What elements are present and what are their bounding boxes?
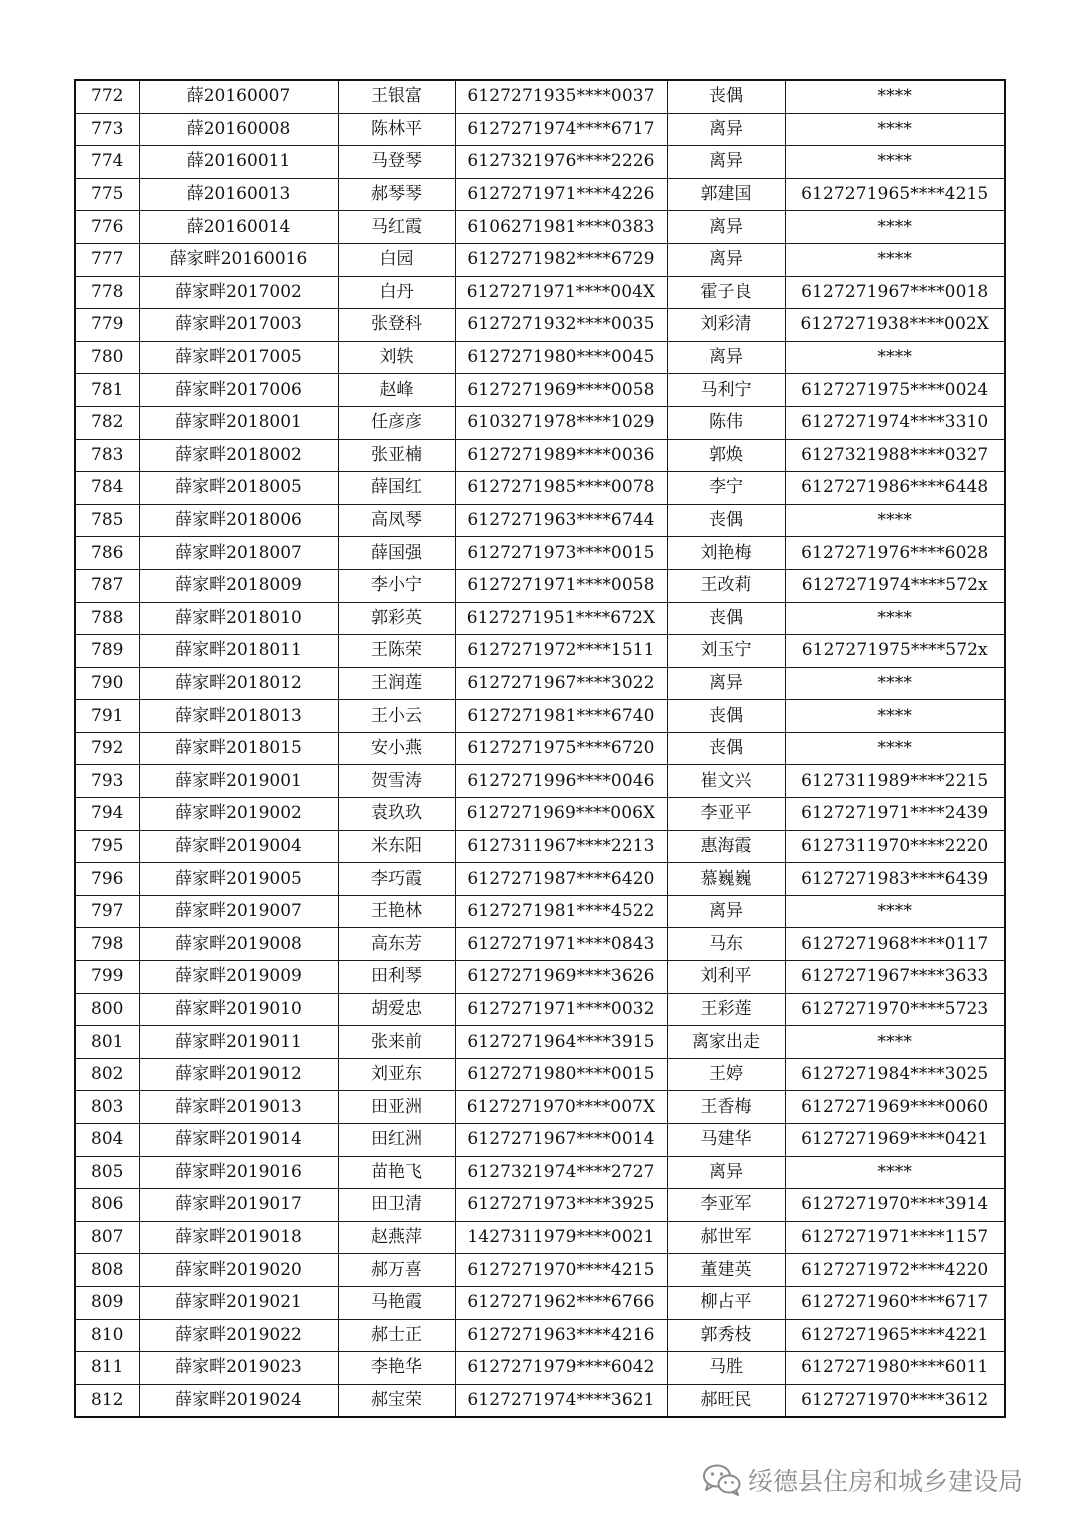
applicant-name-cell: 郝宝荣	[338, 1384, 455, 1417]
spouse-name-cell: 离异	[667, 243, 785, 276]
certificate-number-cell: 薛家畔2018015	[139, 732, 338, 765]
applicant-name-cell: 郭彩英	[338, 602, 455, 635]
spouse-id-cell: 6127271970****5723	[785, 993, 1005, 1026]
applicant-id-cell: 6127271970****4215	[455, 1254, 667, 1287]
spouse-name-cell: 王香梅	[667, 1091, 785, 1124]
table-row	[75, 961, 1005, 994]
row-number-cell: 791	[75, 700, 139, 733]
certificate-number-cell: 薛家畔2019007	[139, 895, 338, 928]
row-number-cell: 779	[75, 309, 139, 342]
applicant-id-cell: 6127271969****3626	[455, 961, 667, 994]
applicant-name-cell: 高凤琴	[338, 504, 455, 537]
table-row	[75, 1221, 1005, 1254]
applicant-id-cell: 6127271973****0015	[455, 537, 667, 570]
applicant-id-cell: 6127271967****3022	[455, 667, 667, 700]
spouse-id-cell: 6127271970****3914	[785, 1189, 1005, 1222]
certificate-number-cell: 薛家畔2019004	[139, 830, 338, 863]
row-number-cell: 794	[75, 798, 139, 831]
spouse-name-cell: 慕巍巍	[667, 863, 785, 896]
applicant-id-cell: 6127271971****004X	[455, 276, 667, 309]
table-row	[75, 146, 1005, 179]
table-row	[75, 928, 1005, 961]
certificate-number-cell: 薛20160011	[139, 146, 338, 179]
row-number-cell: 807	[75, 1221, 139, 1254]
spouse-id-cell: ****	[785, 146, 1005, 179]
spouse-id-cell: 6127311970****2220	[785, 830, 1005, 863]
spouse-name-cell: 霍子良	[667, 276, 785, 309]
applicant-id-cell: 6127271974****3621	[455, 1384, 667, 1417]
applicant-name-cell: 田红洲	[338, 1124, 455, 1157]
certificate-number-cell: 薛家畔2019018	[139, 1221, 338, 1254]
applicant-name-cell: 李艳华	[338, 1352, 455, 1385]
applicant-id-cell: 6127271964****3915	[455, 1026, 667, 1059]
spouse-id-cell: 6127271968****0117	[785, 928, 1005, 961]
spouse-name-cell: 马利宁	[667, 374, 785, 407]
row-number-cell: 774	[75, 146, 139, 179]
row-number-cell: 809	[75, 1286, 139, 1319]
table-row	[75, 863, 1005, 896]
applicant-id-cell: 6103271978****1029	[455, 406, 667, 439]
row-number-cell: 797	[75, 895, 139, 928]
spouse-name-cell: 陈伟	[667, 406, 785, 439]
row-number-cell: 806	[75, 1189, 139, 1222]
applicant-name-cell: 白园	[338, 243, 455, 276]
table-row	[75, 309, 1005, 342]
applicant-name-cell: 高东芳	[338, 928, 455, 961]
applicant-name-cell: 赵燕萍	[338, 1221, 455, 1254]
spouse-name-cell: 王彩莲	[667, 993, 785, 1026]
row-number-cell: 775	[75, 178, 139, 211]
applicant-id-cell: 6127271982****6729	[455, 243, 667, 276]
spouse-name-cell: 郭焕	[667, 439, 785, 472]
table-row	[75, 1384, 1005, 1417]
applicant-name-cell: 张来前	[338, 1026, 455, 1059]
spouse-name-cell: 离异	[667, 113, 785, 146]
row-number-cell: 789	[75, 635, 139, 668]
applicant-id-cell: 6127271973****3925	[455, 1189, 667, 1222]
applicant-name-cell: 田亚洲	[338, 1091, 455, 1124]
certificate-number-cell: 薛20160014	[139, 211, 338, 244]
certificate-number-cell: 薛家畔2017005	[139, 341, 338, 374]
certificate-number-cell: 薛家畔2018006	[139, 504, 338, 537]
applicant-id-cell: 6127271951****672X	[455, 602, 667, 635]
table-row	[75, 80, 1005, 113]
applicant-name-cell: 白丹	[338, 276, 455, 309]
applicant-id-cell: 6127271935****0037	[455, 80, 667, 113]
applicant-id-cell: 6127271969****0058	[455, 374, 667, 407]
applicant-id-cell: 6127271962****6766	[455, 1286, 667, 1319]
table-row	[75, 993, 1005, 1026]
applicant-name-cell: 米东阳	[338, 830, 455, 863]
row-number-cell: 804	[75, 1124, 139, 1157]
certificate-number-cell: 薛家畔2019009	[139, 961, 338, 994]
row-number-cell: 782	[75, 406, 139, 439]
applicant-id-cell: 6127271980****0015	[455, 1058, 667, 1091]
row-number-cell: 793	[75, 765, 139, 798]
applicant-name-cell: 田卫清	[338, 1189, 455, 1222]
spouse-id-cell: 6127271960****6717	[785, 1286, 1005, 1319]
applicant-id-cell: 6127271932****0035	[455, 309, 667, 342]
table-row	[75, 1352, 1005, 1385]
row-number-cell: 772	[75, 80, 139, 113]
certificate-number-cell: 薛家畔2019012	[139, 1058, 338, 1091]
applicant-name-cell: 苗艳飞	[338, 1156, 455, 1189]
watermark-text: 绥德县住房和城乡建设局	[748, 1467, 1024, 1496]
spouse-id-cell: 6127271965****4221	[785, 1319, 1005, 1352]
row-number-cell: 808	[75, 1254, 139, 1287]
applicant-name-cell: 郝琴琴	[338, 178, 455, 211]
spouse-id-cell: ****	[785, 667, 1005, 700]
spouse-id-cell: 6127271938****002X	[785, 309, 1005, 342]
applicant-id-cell: 6127271971****0058	[455, 569, 667, 602]
row-number-cell: 795	[75, 830, 139, 863]
spouse-id-cell: ****	[785, 504, 1005, 537]
spouse-id-cell: 6127271971****2439	[785, 798, 1005, 831]
applicant-id-cell: 6127271971****4226	[455, 178, 667, 211]
certificate-number-cell: 薛家畔2019023	[139, 1352, 338, 1385]
applicant-name-cell: 赵峰	[338, 374, 455, 407]
table-row	[75, 113, 1005, 146]
applicant-id-cell: 6127271989****0036	[455, 439, 667, 472]
applicant-id-cell: 6127271996****0046	[455, 765, 667, 798]
row-number-cell: 805	[75, 1156, 139, 1189]
applicant-id-cell: 6127311967****2213	[455, 830, 667, 863]
certificate-number-cell: 薛家畔2018010	[139, 602, 338, 635]
applicant-name-cell: 李巧霞	[338, 863, 455, 896]
table-row	[75, 1058, 1005, 1091]
applicant-name-cell: 田利琴	[338, 961, 455, 994]
spouse-name-cell: 丧偶	[667, 602, 785, 635]
spouse-id-cell: 6127271972****4220	[785, 1254, 1005, 1287]
table-row	[75, 830, 1005, 863]
certificate-number-cell: 薛家畔2017003	[139, 309, 338, 342]
spouse-name-cell: 离异	[667, 895, 785, 928]
spouse-id-cell: ****	[785, 1026, 1005, 1059]
row-number-cell: 783	[75, 439, 139, 472]
spouse-id-cell: ****	[785, 211, 1005, 244]
applicant-name-cell: 陈林平	[338, 113, 455, 146]
table-row	[75, 732, 1005, 765]
roster-table	[74, 79, 1006, 1418]
applicant-id-cell: 6127271980****0045	[455, 341, 667, 374]
spouse-id-cell: ****	[785, 80, 1005, 113]
spouse-id-cell: 6127271975****0024	[785, 374, 1005, 407]
row-number-cell: 811	[75, 1352, 139, 1385]
applicant-name-cell: 张登科	[338, 309, 455, 342]
spouse-id-cell: 6127271965****4215	[785, 178, 1005, 211]
spouse-id-cell: 6127271974****3310	[785, 406, 1005, 439]
applicant-id-cell: 6127271971****0843	[455, 928, 667, 961]
table-row	[75, 635, 1005, 668]
spouse-id-cell: 6127321988****0327	[785, 439, 1005, 472]
applicant-name-cell: 王艳林	[338, 895, 455, 928]
applicant-id-cell: 6127321974****2727	[455, 1156, 667, 1189]
spouse-id-cell: 6127271970****3612	[785, 1384, 1005, 1417]
spouse-name-cell: 郝世军	[667, 1221, 785, 1254]
spouse-id-cell: 6127271983****6439	[785, 863, 1005, 896]
certificate-number-cell: 薛家畔2019017	[139, 1189, 338, 1222]
certificate-number-cell: 薛家畔20160016	[139, 243, 338, 276]
table-row	[75, 341, 1005, 374]
applicant-name-cell: 薛国强	[338, 537, 455, 570]
applicant-name-cell: 任彦彦	[338, 406, 455, 439]
spouse-name-cell: 李亚平	[667, 798, 785, 831]
row-number-cell: 792	[75, 732, 139, 765]
spouse-id-cell: 6127271969****0421	[785, 1124, 1005, 1157]
spouse-name-cell: 丧偶	[667, 80, 785, 113]
row-number-cell: 780	[75, 341, 139, 374]
certificate-number-cell: 薛家畔2019016	[139, 1156, 338, 1189]
spouse-id-cell: 6127271971****1157	[785, 1221, 1005, 1254]
spouse-name-cell: 刘艳梅	[667, 537, 785, 570]
certificate-number-cell: 薛家畔2017002	[139, 276, 338, 309]
spouse-id-cell: ****	[785, 1156, 1005, 1189]
row-number-cell: 788	[75, 602, 139, 635]
spouse-name-cell: 丧偶	[667, 700, 785, 733]
spouse-name-cell: 柳占平	[667, 1286, 785, 1319]
table-row	[75, 276, 1005, 309]
certificate-number-cell: 薛家畔2018002	[139, 439, 338, 472]
applicant-name-cell: 马登琴	[338, 146, 455, 179]
spouse-id-cell: 6127271967****0018	[785, 276, 1005, 309]
certificate-number-cell: 薛家畔2019005	[139, 863, 338, 896]
spouse-id-cell: 6127271969****0060	[785, 1091, 1005, 1124]
table-row	[75, 798, 1005, 831]
table-row	[75, 700, 1005, 733]
applicant-id-cell: 6127271975****6720	[455, 732, 667, 765]
certificate-number-cell: 薛家畔2019021	[139, 1286, 338, 1319]
certificate-number-cell: 薛20160008	[139, 113, 338, 146]
row-number-cell: 787	[75, 569, 139, 602]
certificate-number-cell: 薛家畔2019022	[139, 1319, 338, 1352]
row-number-cell: 800	[75, 993, 139, 1026]
applicant-name-cell: 刘轶	[338, 341, 455, 374]
applicant-name-cell: 郝士正	[338, 1319, 455, 1352]
row-number-cell: 803	[75, 1091, 139, 1124]
row-number-cell: 777	[75, 243, 139, 276]
table-row	[75, 178, 1005, 211]
table-row	[75, 211, 1005, 244]
applicant-id-cell: 6127271963****6744	[455, 504, 667, 537]
spouse-name-cell: 郭秀枝	[667, 1319, 785, 1352]
spouse-id-cell: ****	[785, 341, 1005, 374]
row-number-cell: 796	[75, 863, 139, 896]
table-row	[75, 765, 1005, 798]
spouse-id-cell: ****	[785, 113, 1005, 146]
row-number-cell: 784	[75, 472, 139, 505]
spouse-name-cell: 丧偶	[667, 732, 785, 765]
spouse-id-cell: 6127271976****6028	[785, 537, 1005, 570]
table-row	[75, 1026, 1005, 1059]
applicant-name-cell: 王银富	[338, 80, 455, 113]
applicant-id-cell: 6127271979****6042	[455, 1352, 667, 1385]
applicant-name-cell: 马红霞	[338, 211, 455, 244]
certificate-number-cell: 薛家畔2018007	[139, 537, 338, 570]
spouse-name-cell: 刘利平	[667, 961, 785, 994]
applicant-name-cell: 王润莲	[338, 667, 455, 700]
certificate-number-cell: 薛家畔2018011	[139, 635, 338, 668]
spouse-id-cell: 6127271967****3633	[785, 961, 1005, 994]
table-row	[75, 374, 1005, 407]
spouse-name-cell: 王婷	[667, 1058, 785, 1091]
row-number-cell: 801	[75, 1026, 139, 1059]
spouse-name-cell: 离异	[667, 1156, 785, 1189]
watermark	[702, 1462, 1023, 1498]
spouse-name-cell: 马建华	[667, 1124, 785, 1157]
row-number-cell: 799	[75, 961, 139, 994]
certificate-number-cell: 薛家畔2019011	[139, 1026, 338, 1059]
spouse-name-cell: 郭建国	[667, 178, 785, 211]
roster-body	[75, 80, 1005, 1417]
spouse-id-cell: ****	[785, 732, 1005, 765]
applicant-id-cell: 6127271972****1511	[455, 635, 667, 668]
spouse-name-cell: 惠海霞	[667, 830, 785, 863]
table-row	[75, 406, 1005, 439]
certificate-number-cell: 薛家畔2018013	[139, 700, 338, 733]
row-number-cell: 776	[75, 211, 139, 244]
table-row	[75, 895, 1005, 928]
certificate-number-cell: 薛家畔2018012	[139, 667, 338, 700]
certificate-number-cell: 薛家畔2019024	[139, 1384, 338, 1417]
applicant-id-cell: 6127271981****6740	[455, 700, 667, 733]
spouse-name-cell: 董建英	[667, 1254, 785, 1287]
row-number-cell: 773	[75, 113, 139, 146]
spouse-name-cell: 离异	[667, 146, 785, 179]
table-row	[75, 667, 1005, 700]
row-number-cell: 785	[75, 504, 139, 537]
applicant-name-cell: 安小燕	[338, 732, 455, 765]
table-row	[75, 1124, 1005, 1157]
applicant-id-cell: 6127271987****6420	[455, 863, 667, 896]
applicant-id-cell: 6127271970****007X	[455, 1091, 667, 1124]
applicant-name-cell: 刘亚东	[338, 1058, 455, 1091]
applicant-name-cell: 李小宁	[338, 569, 455, 602]
applicant-name-cell: 王小云	[338, 700, 455, 733]
applicant-name-cell: 郝万喜	[338, 1254, 455, 1287]
table-row	[75, 537, 1005, 570]
applicant-name-cell: 贺雪涛	[338, 765, 455, 798]
spouse-id-cell: 6127271974****572x	[785, 569, 1005, 602]
table-row	[75, 1319, 1005, 1352]
applicant-id-cell: 6127271985****0078	[455, 472, 667, 505]
applicant-name-cell: 袁玖玖	[338, 798, 455, 831]
certificate-number-cell: 薛家畔2018009	[139, 569, 338, 602]
spouse-name-cell: 离家出走	[667, 1026, 785, 1059]
applicant-id-cell: 6127271971****0032	[455, 993, 667, 1026]
certificate-number-cell: 薛家畔2017006	[139, 374, 338, 407]
spouse-id-cell: 6127271980****6011	[785, 1352, 1005, 1385]
wechat-icon	[702, 1463, 742, 1497]
spouse-name-cell: 马胜	[667, 1352, 785, 1385]
table-row	[75, 1189, 1005, 1222]
spouse-name-cell: 郝旺民	[667, 1384, 785, 1417]
spouse-id-cell: ****	[785, 602, 1005, 635]
row-number-cell: 786	[75, 537, 139, 570]
applicant-id-cell: 6106271981****0383	[455, 211, 667, 244]
certificate-number-cell: 薛家畔2019013	[139, 1091, 338, 1124]
certificate-number-cell: 薛家畔2019014	[139, 1124, 338, 1157]
table-row	[75, 243, 1005, 276]
table-row	[75, 1286, 1005, 1319]
certificate-number-cell: 薛家畔2019001	[139, 765, 338, 798]
row-number-cell: 810	[75, 1319, 139, 1352]
table-row	[75, 472, 1005, 505]
spouse-id-cell: 6127271975****572x	[785, 635, 1005, 668]
spouse-name-cell: 刘玉宁	[667, 635, 785, 668]
certificate-number-cell: 薛家畔2019002	[139, 798, 338, 831]
certificate-number-cell: 薛家畔2018005	[139, 472, 338, 505]
spouse-id-cell: ****	[785, 700, 1005, 733]
spouse-name-cell: 崔文兴	[667, 765, 785, 798]
applicant-id-cell: 6127271974****6717	[455, 113, 667, 146]
spouse-id-cell: ****	[785, 243, 1005, 276]
spouse-id-cell: 6127271984****3025	[785, 1058, 1005, 1091]
applicant-id-cell: 6127271967****0014	[455, 1124, 667, 1157]
applicant-id-cell: 6127271963****4216	[455, 1319, 667, 1352]
table-row	[75, 1156, 1005, 1189]
certificate-number-cell: 薛20160007	[139, 80, 338, 113]
spouse-name-cell: 马东	[667, 928, 785, 961]
applicant-name-cell: 胡爱忠	[338, 993, 455, 1026]
certificate-number-cell: 薛家畔2018001	[139, 406, 338, 439]
spouse-name-cell: 李亚军	[667, 1189, 785, 1222]
applicant-id-cell: 6127271981****4522	[455, 895, 667, 928]
spouse-id-cell: 6127311989****2215	[785, 765, 1005, 798]
row-number-cell: 781	[75, 374, 139, 407]
spouse-name-cell: 离异	[667, 341, 785, 374]
row-number-cell: 812	[75, 1384, 139, 1417]
row-number-cell: 798	[75, 928, 139, 961]
applicant-id-cell: 1427311979****0021	[455, 1221, 667, 1254]
applicant-name-cell: 马艳霞	[338, 1286, 455, 1319]
applicant-name-cell: 王陈荣	[338, 635, 455, 668]
certificate-number-cell: 薛家畔2019020	[139, 1254, 338, 1287]
applicant-id-cell: 6127321976****2226	[455, 146, 667, 179]
applicant-name-cell: 张亚楠	[338, 439, 455, 472]
table-row	[75, 439, 1005, 472]
certificate-number-cell: 薛家畔2019010	[139, 993, 338, 1026]
spouse-id-cell: ****	[785, 895, 1005, 928]
table-row	[75, 504, 1005, 537]
spouse-id-cell: 6127271986****6448	[785, 472, 1005, 505]
spouse-name-cell: 离异	[667, 667, 785, 700]
spouse-name-cell: 刘彩清	[667, 309, 785, 342]
certificate-number-cell: 薛家畔2019008	[139, 928, 338, 961]
spouse-name-cell: 离异	[667, 211, 785, 244]
applicant-name-cell: 薛国红	[338, 472, 455, 505]
spouse-name-cell: 李宁	[667, 472, 785, 505]
table-row	[75, 1254, 1005, 1287]
spouse-name-cell: 王改莉	[667, 569, 785, 602]
applicant-id-cell: 6127271969****006X	[455, 798, 667, 831]
certificate-number-cell: 薛20160013	[139, 178, 338, 211]
table-row	[75, 569, 1005, 602]
row-number-cell: 802	[75, 1058, 139, 1091]
spouse-name-cell: 丧偶	[667, 504, 785, 537]
row-number-cell: 790	[75, 667, 139, 700]
table-row	[75, 1091, 1005, 1124]
row-number-cell: 778	[75, 276, 139, 309]
table-row	[75, 602, 1005, 635]
